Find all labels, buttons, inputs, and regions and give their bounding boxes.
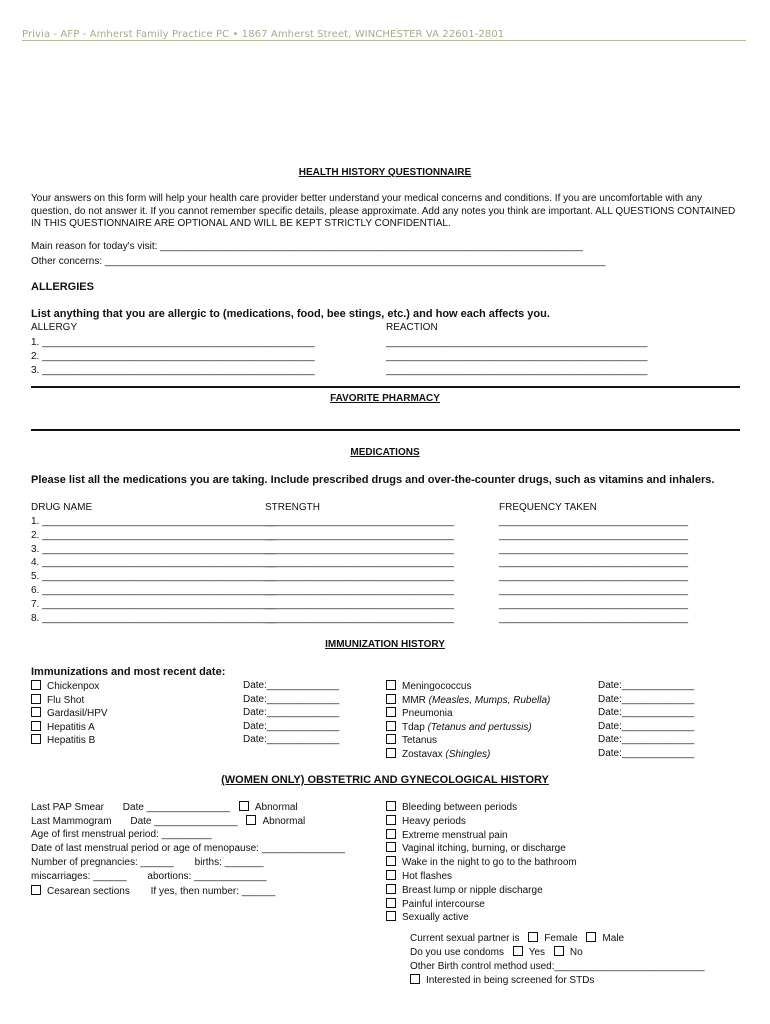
mammogram-date-field[interactable]: Date _______________ (130, 816, 238, 827)
pap-smear-date-field[interactable]: Date _______________ (122, 802, 231, 813)
frequency-field[interactable]: __________________________________ (499, 543, 689, 555)
reaction-field[interactable]: _______________________________________________ (386, 337, 648, 348)
allergy-list (31, 337, 315, 378)
vaccine-item (31, 707, 108, 721)
vaccine-label: Flu Shot (47, 694, 85, 706)
strength-field[interactable]: __________________________________ (265, 516, 455, 527)
immunization-right-list (386, 680, 550, 762)
symptom-checkbox[interactable] (386, 829, 396, 839)
strength-column-header: STRENGTH (265, 502, 320, 513)
strength-list (265, 516, 454, 626)
cesarean-label: Cesarean sections (47, 886, 130, 897)
frequency-field[interactable]: __________________________________ (499, 529, 689, 541)
strength-field[interactable]: __________________________________ (265, 571, 455, 583)
section-rule (31, 386, 740, 388)
allergies-heading: ALLERGIES (31, 281, 94, 293)
frequency-field[interactable]: __________________________________ (499, 584, 689, 596)
std-screening-label: Interested in being screened for STDs (426, 975, 595, 986)
symptom-label: Hot flashes (402, 870, 453, 882)
vaccine-date-field[interactable]: Date:_____________ (598, 693, 695, 705)
vaccine-checkbox[interactable] (386, 721, 396, 731)
allergy-field[interactable]: 1. _________________________________________________ (31, 337, 315, 348)
births-field[interactable]: births: _______ (194, 857, 264, 868)
frequency-field[interactable]: __________________________________ (499, 571, 689, 583)
vaccine-checkbox[interactable] (31, 707, 41, 717)
partner-female-label: Female (544, 933, 578, 944)
strength-field[interactable]: __________________________________ (265, 543, 455, 555)
partner-male-checkbox[interactable] (586, 932, 596, 942)
frequency-field[interactable]: __________________________________ (499, 516, 689, 527)
drug-name-column-header: DRUG NAME (31, 502, 93, 513)
vaccine-date-field[interactable]: Date:_____________ (243, 680, 340, 691)
symptom-checkbox[interactable] (386, 870, 396, 880)
symptom-label: Vaginal itching, burning, or discharge (402, 843, 566, 855)
symptom-checkbox[interactable] (386, 898, 396, 908)
first-menstrual-field[interactable]: Age of first menstrual period: _________ (31, 829, 212, 840)
pharmacy-heading: FAVORITE PHARMACY (330, 393, 440, 404)
symptom-item (386, 815, 577, 829)
condoms-row (410, 946, 583, 959)
immunization-subheading: Immunizations and most recent date: (31, 666, 226, 678)
symptom-list (386, 801, 577, 925)
partner-female-checkbox[interactable] (528, 932, 538, 942)
symptom-item (386, 829, 577, 843)
vaccine-date-field[interactable]: Date:_____________ (243, 720, 340, 732)
std-screening-row (410, 974, 594, 987)
other-concerns-field[interactable]: Other concerns: __________________________________________________________________________________________ (31, 256, 606, 267)
strength-field[interactable]: __________________________________ (265, 612, 455, 624)
symptom-label: Wake in the night to go to the bathroom (402, 857, 577, 869)
practice-header: Privia - AFP - Amherst Family Practice PC • 1867 Amherst Street, WINCHESTER VA 22601-2801 (22, 29, 505, 40)
vaccine-item (386, 734, 550, 748)
vaccine-date-field[interactable]: Date:_____________ (598, 747, 695, 759)
pap-smear-row (31, 801, 298, 814)
last-menstrual-field[interactable]: Date of last menstrual period or age of menopause: _______________ (31, 843, 346, 854)
miscarriages-row (31, 871, 266, 883)
immunization-heading: IMMUNIZATION HISTORY (325, 639, 445, 650)
mammogram-label: Last Mammogram (31, 816, 112, 827)
drug-name-field[interactable]: 3. __________________________________________ (31, 543, 276, 555)
vaccine-label: Gardasil/HPV (47, 708, 108, 720)
intro-paragraph: Your answers on this form will help your health care provider better understand your medical concerns and conditions. If you are uncomfortable with any question, do not answer it. If you cannot remember specific details, please approximate. Add any notes you think are important. ALL QUESTIONS CONTAINED IN THIS QUESTIONNAIRE ARE OPTIONAL AND WILL BE KEPT STRICTLY CONFIDENTIAL. (31, 193, 736, 229)
condoms-yes-checkbox[interactable] (513, 946, 523, 956)
medications-instruction: Please list all the medications you are taking. Include prescribed drugs and over-the-counter drugs, such as vitamins and inhalers. (31, 474, 715, 486)
page-title: HEALTH HISTORY QUESTIONNAIRE (298, 167, 472, 178)
symptom-item (386, 856, 577, 870)
drug-name-field[interactable]: 5. __________________________________________ (31, 571, 276, 583)
condoms-no-label: No (569, 947, 583, 958)
vaccine-item (31, 721, 108, 735)
symptom-item (386, 801, 577, 815)
vaccine-label: Hepatitis A (47, 721, 95, 733)
vaccine-note: (Tetanus and pertussis) (427, 721, 532, 733)
vaccine-item (31, 734, 108, 748)
vaccine-checkbox[interactable] (31, 694, 41, 704)
symptom-item (386, 898, 577, 912)
vaccine-checkbox[interactable] (31, 734, 41, 744)
allergy-field[interactable]: 2. _________________________________________________ (31, 350, 315, 362)
vaccine-label: Zostavax (402, 748, 446, 760)
vaccine-checkbox[interactable] (386, 680, 396, 690)
miscarriages-field[interactable]: miscarriages: ______ (31, 871, 127, 882)
reaction-field[interactable]: _______________________________________________ (386, 364, 648, 376)
vaccine-label: Tetanus (402, 735, 438, 747)
vaccine-date-field[interactable]: Date:_____________ (243, 734, 340, 746)
reaction-list (386, 337, 647, 378)
partner-row (410, 932, 624, 945)
std-screening-checkbox[interactable] (410, 974, 420, 984)
abortions-field[interactable]: abortions: _____________ (147, 871, 267, 882)
symptom-item (386, 870, 577, 884)
vaccine-checkbox[interactable] (386, 748, 396, 758)
vaccine-date-field[interactable]: Date:_____________ (598, 680, 695, 691)
main-reason-field[interactable]: Main reason for today's visit: ____________________________________________________________________________ (31, 241, 583, 252)
vaccine-label: Meningococcus (402, 681, 472, 692)
allergy-column-header: ALLERGY (31, 322, 78, 333)
condoms-yes-label: Yes (528, 947, 546, 958)
pregnancies-row (31, 857, 264, 869)
vaccine-label: Hepatitis B (47, 735, 96, 747)
vaccine-label: Pneumonia (402, 708, 453, 720)
immunization-left-list (31, 680, 108, 748)
frequency-list (499, 516, 688, 626)
frequency-field[interactable]: __________________________________ (499, 598, 689, 610)
vaccine-note: (Measles, Mumps, Rubella) (428, 694, 551, 706)
vaccine-checkbox[interactable] (386, 694, 396, 704)
symptom-item (386, 884, 577, 898)
section-rule (31, 429, 740, 431)
drug-name-field[interactable]: 1. __________________________________________ (31, 516, 276, 527)
header-divider (22, 40, 746, 41)
symptom-label: Bleeding between periods (402, 802, 518, 813)
symptom-checkbox[interactable] (386, 815, 396, 825)
symptom-label: Breast lump or nipple discharge (402, 884, 543, 896)
immunization-left-dates (243, 680, 339, 748)
vaccine-label: Tdap (402, 721, 428, 733)
symptom-checkbox[interactable] (386, 856, 396, 866)
vaccine-date-field[interactable]: Date:_____________ (598, 707, 695, 719)
mammogram-abnormal-checkbox[interactable] (246, 815, 256, 825)
drug-list (31, 516, 276, 626)
drug-name-field[interactable]: 7. __________________________________________ (31, 598, 276, 610)
condoms-no-checkbox[interactable] (554, 946, 564, 956)
symptom-checkbox[interactable] (386, 842, 396, 852)
allergy-field[interactable]: 3. _________________________________________________ (31, 364, 315, 376)
vaccine-item (31, 694, 108, 708)
medications-heading: MEDICATIONS (350, 447, 420, 458)
vaccine-checkbox[interactable] (31, 680, 41, 690)
immunization-right-dates (598, 680, 694, 762)
vaccine-date-field[interactable]: Date:_____________ (598, 720, 695, 732)
vaccine-item (31, 680, 108, 694)
mammogram-row (31, 815, 305, 828)
reaction-field[interactable]: _______________________________________________ (386, 350, 648, 362)
birth-control-field[interactable]: Other Birth control method used:___________________________ (410, 961, 705, 972)
pap-abnormal-checkbox[interactable] (239, 801, 249, 811)
vaccine-label: Chickenpox (47, 681, 100, 692)
drug-name-field[interactable]: 4. __________________________________________ (31, 557, 276, 569)
partner-male-label: Male (602, 933, 625, 944)
symptom-checkbox[interactable] (386, 884, 396, 894)
drug-name-field[interactable]: 8. __________________________________________ (31, 612, 276, 624)
symptom-item (386, 911, 577, 925)
vaccine-date-field[interactable]: Date:_____________ (243, 693, 340, 705)
vaccine-checkbox[interactable] (31, 721, 41, 731)
frequency-field[interactable]: __________________________________ (499, 612, 689, 624)
reaction-column-header: REACTION (386, 322, 438, 333)
obgyn-heading: (WOMEN ONLY) OBSTETRIC AND GYNECOLOGICAL HISTORY (221, 774, 549, 786)
pregnancies-field[interactable]: Number of pregnancies: ______ (31, 857, 174, 868)
drug-name-field[interactable]: 6. __________________________________________ (31, 584, 276, 596)
vaccine-date-field[interactable]: Date:_____________ (598, 734, 695, 746)
vaccine-item (386, 694, 550, 708)
allergies-instruction: List anything that you are allergic to (medications, food, bee stings, etc.) and how each affects you. (31, 308, 550, 320)
mammogram-abnormal-label: Abnormal (262, 816, 306, 827)
strength-field[interactable]: __________________________________ (265, 584, 455, 596)
pap-abnormal-label: Abnormal (254, 802, 298, 813)
vaccine-checkbox[interactable] (386, 734, 396, 744)
vaccine-note: (Shingles) (445, 748, 491, 760)
vaccine-item (386, 707, 550, 721)
pap-smear-label: Last PAP Smear (31, 802, 104, 813)
frequency-field[interactable]: __________________________________ (499, 557, 689, 569)
cesarean-row (31, 885, 275, 898)
strength-field[interactable]: __________________________________ (265, 529, 455, 541)
symptom-checkbox[interactable] (386, 911, 396, 921)
vaccine-item (386, 680, 550, 694)
cesarean-checkbox[interactable] (31, 885, 41, 895)
vaccine-label: MMR (402, 694, 429, 706)
symptom-item (386, 842, 577, 856)
symptom-label: Heavy periods (402, 815, 466, 827)
condoms-label: Do you use condoms (410, 947, 504, 958)
vaccine-item (386, 721, 550, 735)
vaccine-checkbox[interactable] (386, 707, 396, 717)
symptom-label: Sexually active (402, 912, 469, 924)
vaccine-date-field[interactable]: Date:_____________ (243, 707, 340, 719)
symptom-label: Extreme menstrual pain (402, 829, 508, 841)
cesarean-number-field[interactable]: If yes, then number: ______ (150, 886, 276, 897)
strength-field[interactable]: __________________________________ (265, 598, 455, 610)
drug-name-field[interactable]: 2. __________________________________________ (31, 529, 276, 541)
symptom-label: Painful intercourse (402, 898, 485, 910)
symptom-checkbox[interactable] (386, 801, 396, 811)
frequency-column-header: FREQUENCY TAKEN (499, 502, 597, 513)
partner-label: Current sexual partner is (410, 933, 520, 944)
strength-field[interactable]: __________________________________ (265, 557, 455, 569)
vaccine-item (386, 748, 550, 762)
